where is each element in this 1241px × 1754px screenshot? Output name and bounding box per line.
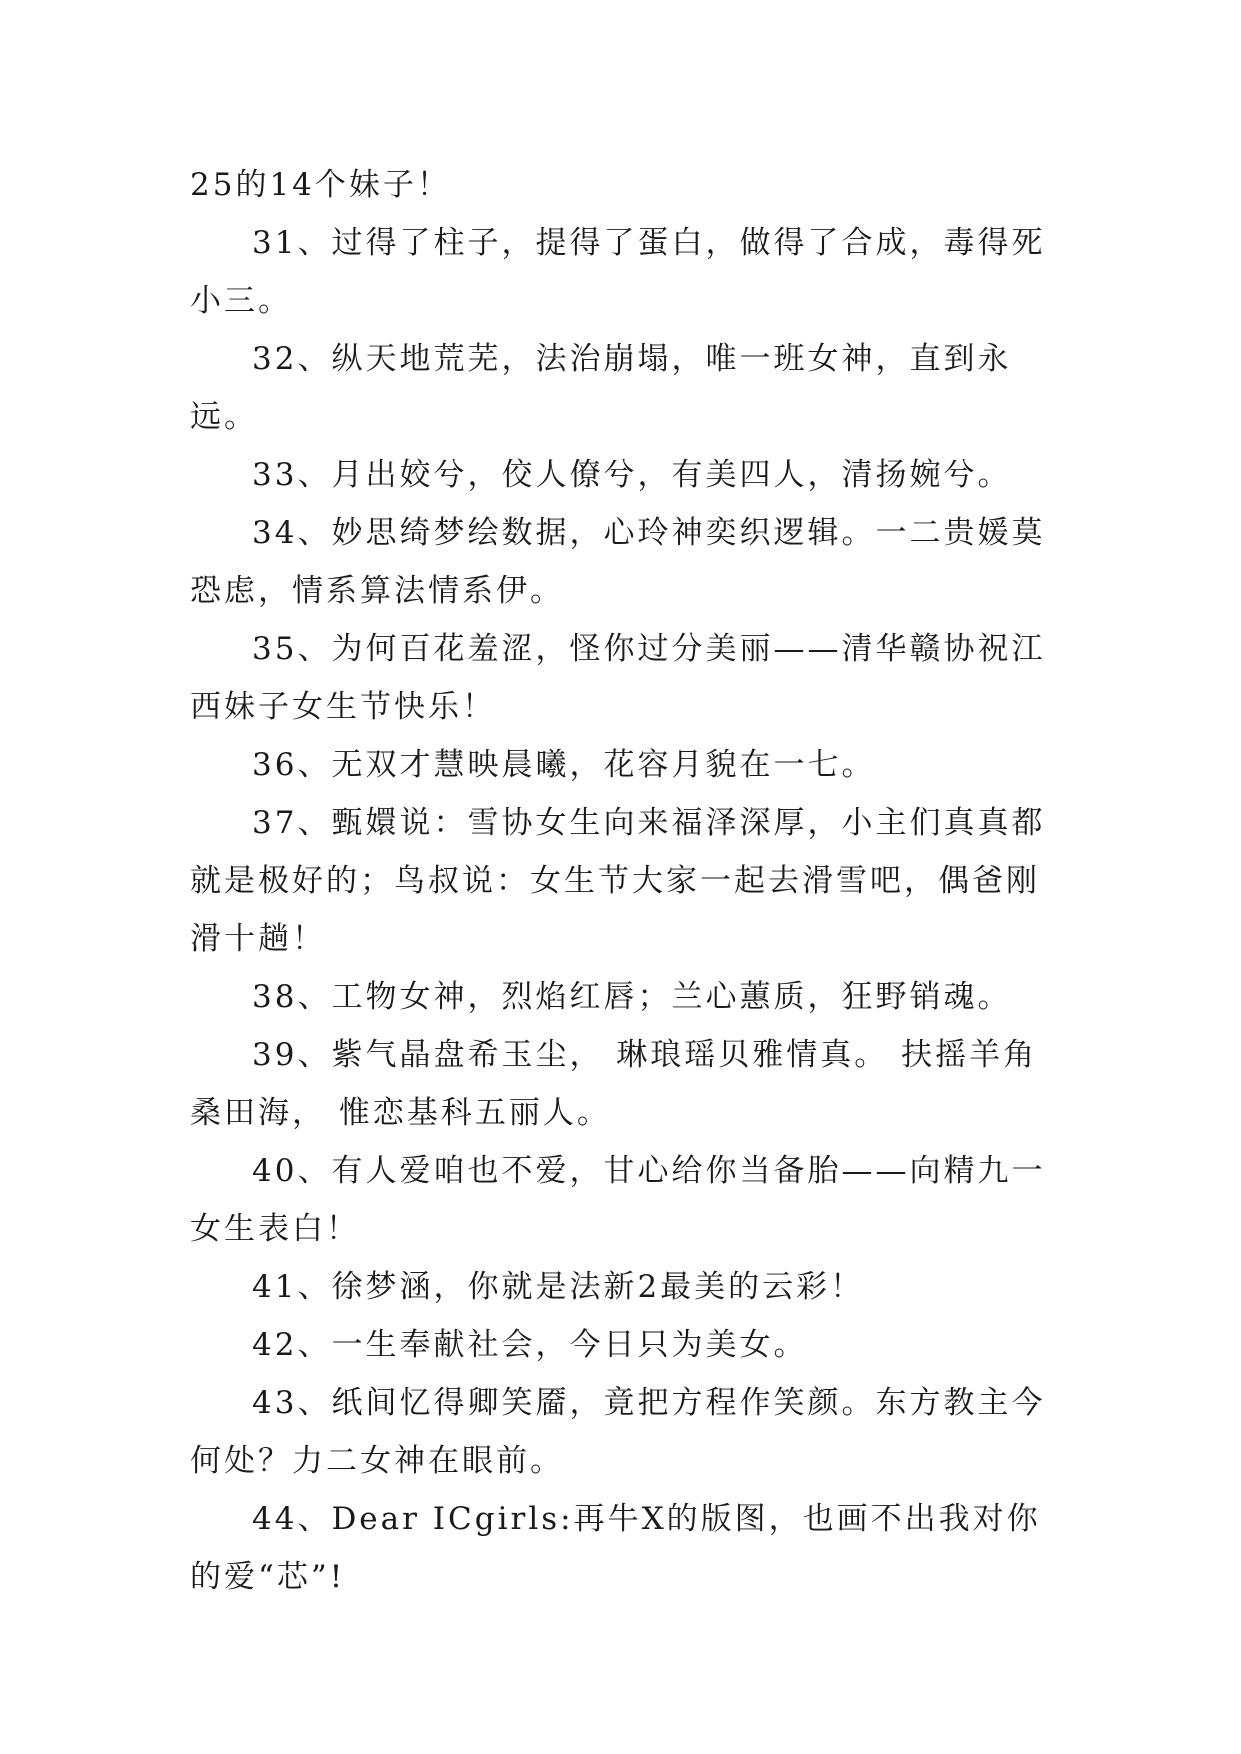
paragraph-continuation: 25的14个妹子！ <box>190 167 451 203</box>
paragraph-36: 36、无双才慧映晨曦，花容月貌在一七。 <box>252 747 876 783</box>
paragraph-41: 41、徐梦涵，你就是法新2最美的云彩！ <box>252 1269 865 1305</box>
paragraph-38: 38、工物女神，烈焰红唇；兰心蕙质，狂野销魂。 <box>252 979 1012 1015</box>
paragraph-31: 31、过得了柱子，提得了蛋白，做得了合成，毒得死小三。 <box>190 225 1046 319</box>
paragraph-40: 40、有人爱咱也不爱，甘心给你当备胎——向精九一女生表白！ <box>190 1153 1046 1247</box>
paragraph-37: 37、甄嬛说：雪协女生向来福泽深厚，小主们真真都就是极好的；鸟叔说：女生节大家一起去滑雪吧，偶爸刚滑十趟！ <box>190 805 1046 957</box>
paragraph-33: 33、月出姣兮，佼人僚兮，有美四人，清扬婉兮。 <box>252 457 1012 493</box>
paragraph-43: 43、纸间忆得卿笑靥，竟把方程作笑颜。东方教主今何处？力二女神在眼前。 <box>190 1385 1046 1479</box>
paragraph-32: 32、纵天地荒芜，法治崩塌，唯一班女神，直到永远。 <box>190 341 1012 435</box>
paragraph-35: 35、为何百花羞涩，怪你过分美丽——清华赣协祝江西妹子女生节快乐！ <box>190 631 1046 725</box>
document-body <box>190 156 1060 1606</box>
paragraph-34: 34、妙思绮梦绘数据，心玲神奕织逻辑。一二贵媛莫恐虑，情系算法情系伊。 <box>190 515 1046 609</box>
paragraph-39: 39、紫气晶盘希玉尘， 琳琅瑶贝雅情真。 扶摇羊角桑田海， 惟恋基科五丽人。 <box>190 1037 1038 1131</box>
paragraph-42: 42、一生奉献社会，今日只为美女。 <box>252 1327 808 1363</box>
paragraph-44: 44、Dear ICgirls:再牛X的版图，也画不出我对你的爱“芯”! <box>190 1501 1041 1595</box>
